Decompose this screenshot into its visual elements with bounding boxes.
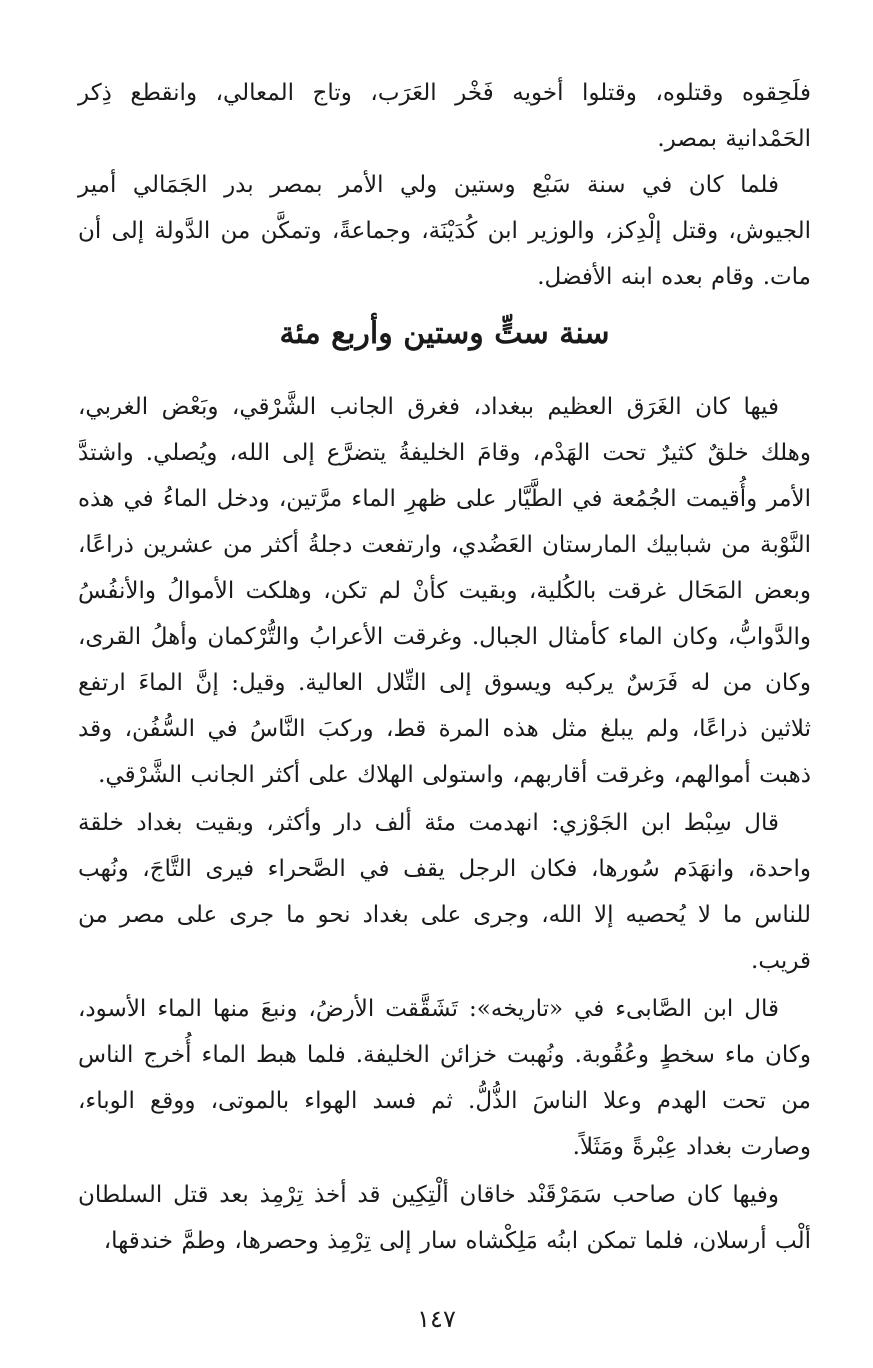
section-heading-year-466: سنة ستٍّ وستين وأربع مئة [279,316,610,351]
paragraph-samarqand: وفيها كان صاحب سَمَرْقَنْد خاقان ألْتِكِين قد أخذ تِرْمِذ بعد قتل السلطان ألْب أرسلان، فلما تمكن ابنُه مَلِكْشاه سار إلى تِرْمِذ وحصرها، وطمَّ خندقها، [78,1182,811,1254]
paragraph-badr-jamali: فلما كان في سنة سَبْع وستين ولي الأمر بمصر بدر الجَمَالي أمير الجيوش، وقتل إلْدِكز، والوزير ابن كُدَيْنَة، وجماعةً، وتمكَّن من الدَّولة إلى أن مات. وقام بعده ابنه الأفضل. [78,172,811,290]
page-number: ١٤٧ [417,1305,456,1333]
paragraph-sibt-ibn-jawzi: قال سِبْط ابن الجَوْزي: انهدمت مئة ألف دار وأكثر، وبقيت بغداد خلقة واحدة، وانهَدَم سُورها، فكان الرجل يقف في الصَّحراء فيرى التَّاجَ، ونُهب للناس ما لا يُحصيه إلا الله، وجرى على بغداد نحو ما جرى على مصر من قريب. [78,810,811,974]
page-content [78,70,811,1368]
paragraph-continuation: فلَحِقوه وقتلوه، وقتلوا أخويه فَخْر العَرَب، وتاج المعالي، وانقطع ذِكر الحَمْدانية بمصر. [78,80,811,152]
paragraph-ibn-sabi: قال ابن الصَّابىء في «تاريخه»: تَشَقَّقت الأرضُ، ونبعَ منها الماء الأسود، وكان ماء سخطٍ وعُقُوبة. ونُهبت خزائن الخليفة. فلما هبط الماء أُخرج الناس من تحت الهدم وعلا الناسَ الذُّلُّ. ثم فسد الهواء بالموتى، ووقع الوباء، وصارت بغداد عِبْرةً ومَثَلاً. [78,996,811,1160]
paragraph-great-flood: فيها كان الغَرَق العظيم ببغداد، فغرق الجانب الشَّرْقي، وبَعْض الغربي، وهلك خلقٌ كثيرٌ تحت الهَدْم، وقامَ الخليفةُ يتضرَّع إلى الله، ويُصلي. واشتدَّ الأمر وأُقيمت الجُمُعة في الطَّيَّار على ظهرِ الماء مرَّتين، ودخل الماءُ في هذه النَّوْبة من شبابيك المارستان العَضُدي، وارتفعت دجلةُ أكثر من عشرين ذراعًا، وبعض المَحَال غرقت بالكُلية، وبقيت كأنْ لم تكن، وهلكت الأموالُ والأنفُسُ والدَّوابُّ، وكان الماء كأمثال الجبال. وغرقت الأعرابُ والتُّرْكمان وأهلُ القرى، وكان من له فَرَسٌ يركبه ويسوق إلى التِّلال العالية. وقيل: إنَّ الماءَ ارتفع ثلاثين ذراعًا، ولم يبلغ مثل هذه المرة قط، وركبَ النَّاسُ في السُّفُن، وقد ذهبت أموالهم، وغرقت أقاربهم، واستولى الهلاك على أكثر الجانب الشَّرْقي. [78,394,811,788]
